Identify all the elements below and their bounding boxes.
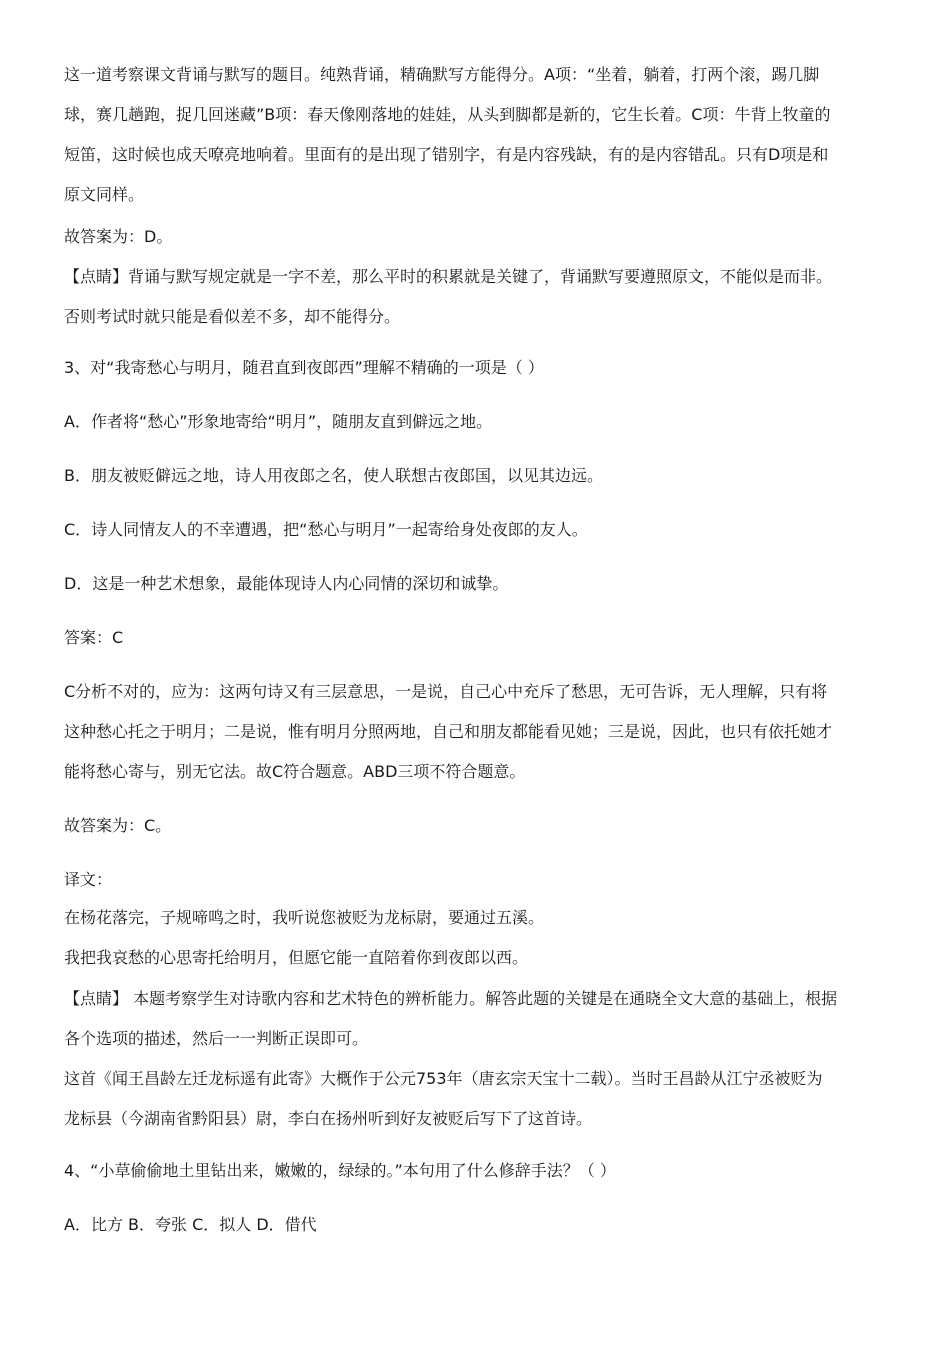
background-line: 这首《闻王昌龄左迁龙标遥有此寄》大概作于公元753年（唐玄宗天宝十二载）。当时王昌龄从江宁丞被贬为 (64, 1069, 823, 1088)
question-3-option-a: A．作者将“愁心”形象地寄给“明月”，随朋友直到僻远之地。 (64, 412, 493, 431)
tip-line: 【点睛】 本题考察学生对诗歌内容和艺术特色的辨析能力。解答此题的关键是在通晓全文大意的基础上，根据 (64, 989, 838, 1008)
analysis-line: 这种愁心托之于明月；二是说，惟有明月分照两地，自己和朋友都能看见她；三是说，因此，也只有依托她才 (64, 722, 833, 741)
paragraph-line: 球，赛几趟跑，捉几回迷藏”B项：春天像刚落地的娃娃，从头到脚都是新的，它生长着。C项：牛背上牧童的 (64, 105, 831, 124)
translation-line: 在杨花落完，子规啼鸣之时，我听说您被贬为龙标尉，要通过五溪。 (64, 908, 545, 927)
tip-line: 【点睛】背诵与默写规定就是一字不差，那么平时的积累就是关键了，背诵默写要遵照原文，不能似是而非。 (64, 267, 833, 286)
paragraph-line: 原文同样。 (64, 185, 145, 204)
translation-line: 我把我哀愁的心思寄托给明月，但愿它能一直陪着你到夜郎以西。 (64, 948, 529, 967)
tip-line: 各个选项的描述，然后一一判断正误即可。 (64, 1029, 369, 1048)
paragraph-line: 短笛，这时候也成天嘹亮地响着。里面有的是出现了错别字，有是内容残缺，有的是内容错乱。只有D项是和 (64, 145, 829, 164)
question-3-stem: 3、对“我寄愁心与明月，随君直到夜郎西”理解不精确的一项是（ ） (64, 358, 544, 377)
question-3-option-c: C．诗人同情友人的不幸遭遇，把“愁心与明月”一起寄给身处夜郎的友人。 (64, 520, 588, 539)
question-3-answer: 答案：C (64, 628, 124, 647)
question-3-option-d: D．这是一种艺术想象，最能体现诗人内心同情的深切和诚挚。 (64, 574, 509, 593)
question-3-option-b: B．朋友被贬僻远之地，诗人用夜郎之名，使人联想古夜郎国，以见其边远。 (64, 466, 603, 485)
question-4-stem: 4、“小草偷偷地土里钻出来，嫩嫩的，绿绿的。”本句用了什么修辞手法？（ ） (64, 1161, 616, 1180)
question-4-options: A．比方 B．夸张 C．拟人 D．借代 (64, 1215, 317, 1234)
tip-line: 否则考试时就只能是看似差不多，却不能得分。 (64, 307, 401, 326)
answer-line: 故答案为：D。 (64, 227, 173, 246)
translation-label: 译文： (64, 870, 113, 889)
analysis-line: 能将愁心寄与，别无它法。故C符合题意。ABD三项不符合题意。 (64, 762, 526, 781)
question-3-final-answer: 故答案为：C。 (64, 816, 172, 835)
background-line: 龙标县（今湖南省黔阳县）尉，李白在扬州听到好友被贬后写下了这首诗。 (64, 1109, 593, 1128)
analysis-line: C分析不对的，应为：这两句诗又有三层意思，一是说，自己心中充斥了愁思，无可告诉，无人理解，只有将 (64, 682, 828, 701)
paragraph-line: 这一道考察课文背诵与默写的题目。纯熟背诵，精确默写方能得分。A项：“坐着，躺着，打两个滚，踢几脚 (64, 65, 820, 84)
